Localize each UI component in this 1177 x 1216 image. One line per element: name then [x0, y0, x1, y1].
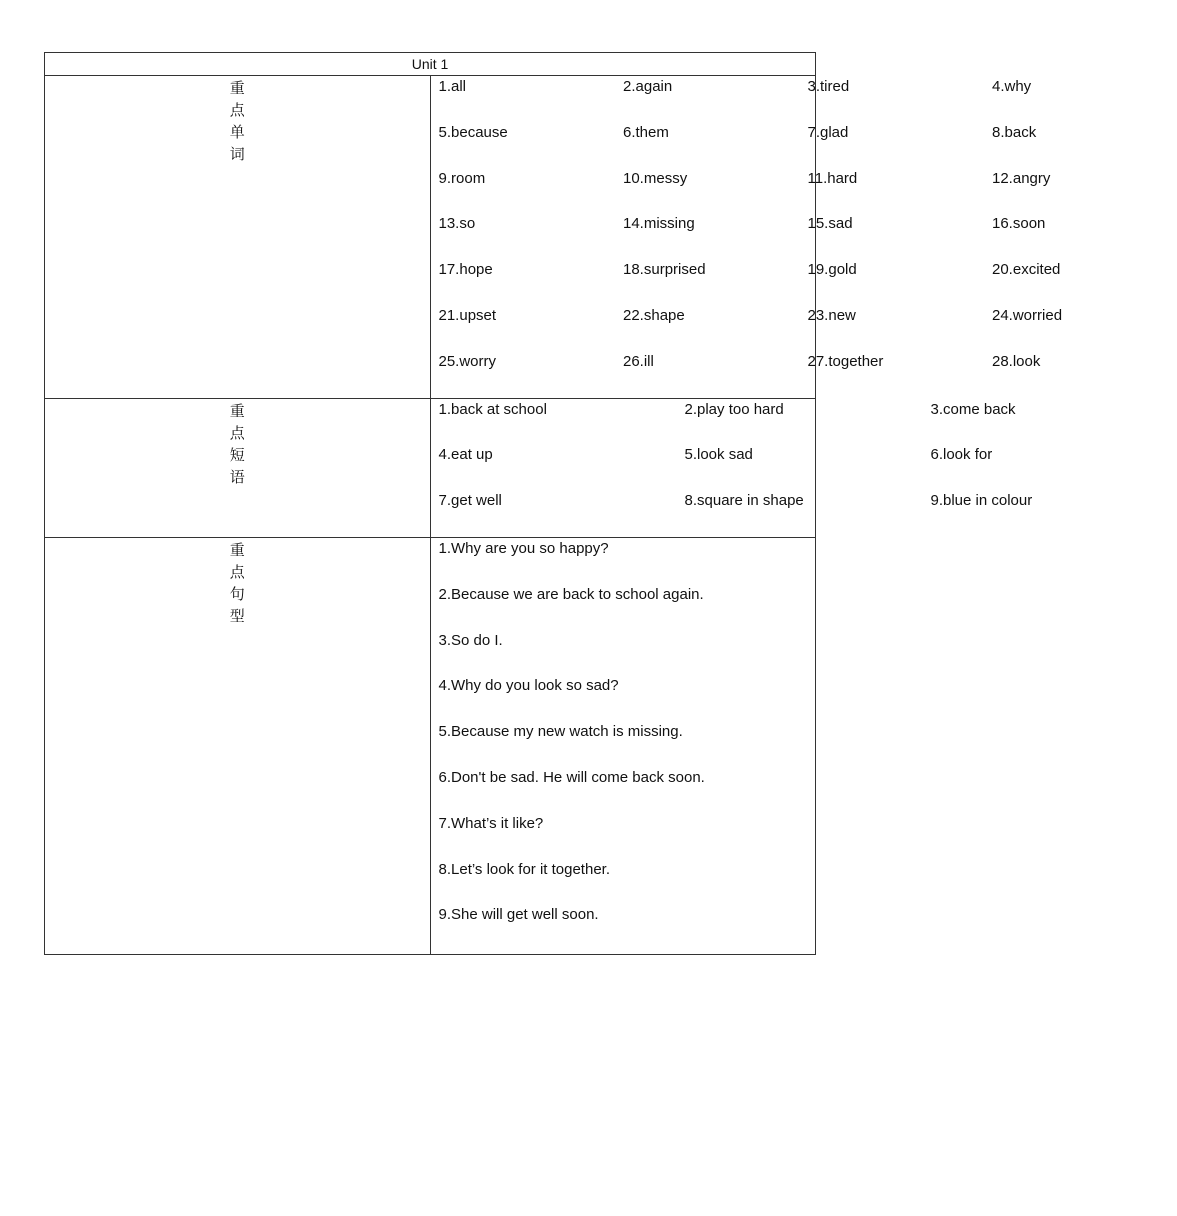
sentence-item: 9.She will get well soon. [438, 906, 599, 924]
sentence-item: 3.So do I. [438, 631, 503, 649]
phrase-item: 7.get well [438, 492, 502, 510]
word-item: 7.glad [807, 123, 849, 141]
word-item: 21.upset [438, 306, 497, 324]
unit-title: Unit 1 [45, 53, 816, 76]
word-item: 2.again [623, 78, 673, 95]
phrase-item: 4.eat up [438, 446, 493, 464]
phrase-item: 9.blue in colour [930, 492, 1033, 510]
word-item: 14.missing [623, 215, 695, 233]
phrases-grid [438, 399, 1033, 537]
word-item: 9.room [438, 169, 486, 187]
title-row [45, 53, 816, 76]
word-item: 8.back [992, 123, 1037, 141]
sentence-item: 4.Why do you look so sad? [438, 677, 619, 695]
sentences-label-char: 型 [229, 606, 245, 625]
phrases-label-char: 点 [229, 423, 245, 442]
sentence-item: 2.Because we are back to school again. [438, 585, 704, 603]
word-item: 13.so [438, 215, 476, 233]
word-item: 6.them [623, 123, 669, 141]
word-item: 23.new [807, 306, 856, 324]
sentences-row [45, 537, 816, 954]
sentences-content [430, 537, 816, 954]
word-item: 12.angry [992, 169, 1051, 187]
word-item: 5.because [438, 123, 508, 141]
phrase-item: 5.look sad [684, 446, 753, 464]
phrase-item: 6.look for [930, 446, 993, 464]
words-grid [438, 76, 1063, 398]
word-item: 26.ill [623, 352, 654, 370]
phrase-item: 3.come back [930, 400, 1016, 418]
word-item: 17.hope [438, 261, 493, 279]
word-item: 4.why [992, 78, 1032, 95]
phrases-label-char: 重 [229, 401, 245, 420]
words-label-char: 词 [229, 145, 245, 163]
word-item: 28.look [992, 352, 1041, 370]
words-label-char: 单 [229, 123, 245, 141]
unit-table [44, 52, 1063, 955]
phrase-item: 8.square in shape [684, 492, 804, 510]
word-item: 22.shape [623, 306, 685, 324]
words-label-char: 重 [229, 79, 245, 97]
word-item: 25.worry [438, 352, 497, 370]
sentences-label [45, 537, 431, 954]
sentence-item: 1.Why are you so happy? [438, 539, 609, 557]
words-label [45, 76, 431, 399]
sentence-item: 8.Let’s look for it together. [438, 860, 610, 878]
word-item: 18.surprised [623, 261, 706, 279]
sentences-label-char: 重 [229, 540, 245, 559]
words-row [45, 76, 816, 399]
phrases-row [45, 398, 816, 537]
words-content [430, 76, 1063, 399]
phrases-label [45, 398, 431, 537]
word-item: 27.together [807, 352, 884, 370]
word-item: 19.gold [807, 261, 857, 279]
sentence-item: 5.Because my new watch is missing. [438, 723, 683, 741]
words-label-char: 点 [229, 101, 245, 119]
phrases-label-char: 语 [229, 467, 245, 486]
phrase-item: 1.back at school [438, 400, 547, 418]
word-item: 24.worried [992, 306, 1063, 324]
word-item: 15.sad [807, 215, 853, 233]
word-item: 3.tired [807, 78, 850, 95]
word-item: 1.all [438, 78, 467, 95]
word-item: 20.excited [992, 261, 1061, 279]
sentences-list [439, 538, 816, 954]
phrases-content [430, 398, 1033, 537]
word-item: 16.soon [992, 215, 1046, 233]
phrases-label-char: 短 [229, 445, 245, 464]
word-item: 11.hard [807, 169, 858, 187]
sentences-label-char: 点 [229, 562, 245, 581]
sentence-item: 7.What’s it like? [438, 814, 544, 832]
sentence-item: 6.Don't be sad. He will come back soon. [438, 768, 705, 786]
phrase-item: 2.play too hard [684, 400, 784, 418]
sentences-label-char: 句 [229, 584, 245, 603]
word-item: 10.messy [623, 169, 688, 187]
